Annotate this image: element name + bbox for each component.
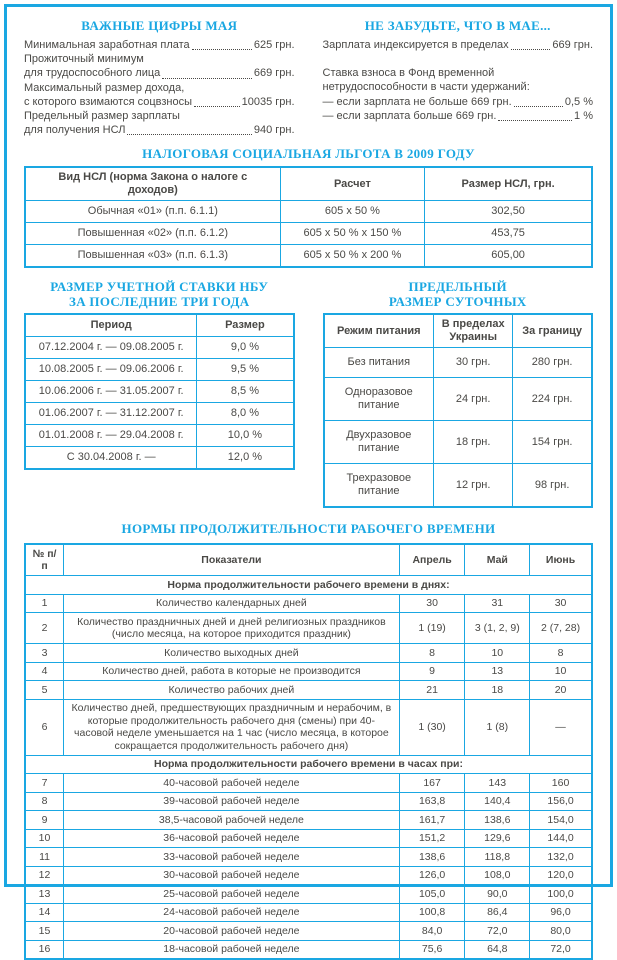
april-value: 1 (30) xyxy=(399,699,465,755)
work-time-title: НОРМЫ ПРОДОЛЖИТЕЛЬНОСТИ РАБОЧЕГО ВРЕМЕНИ xyxy=(121,521,496,537)
nsl-type: Повышенная «02» (п.п. 6.1.2) xyxy=(25,223,280,245)
table-header-row xyxy=(25,167,592,201)
indicator-label: 20-часовой рабочей неделе xyxy=(64,922,400,941)
row-number: 6 xyxy=(25,699,64,755)
title-line: ЗА ПОСЛЕДНИЕ ТРИ ГОДА xyxy=(69,294,250,310)
row-number: 7 xyxy=(25,774,64,793)
april-value: 163,8 xyxy=(399,792,465,811)
reminder-value: 1 % xyxy=(574,109,593,122)
dotted-leader xyxy=(194,106,240,107)
row-number: 5 xyxy=(25,681,64,700)
figure-line xyxy=(24,81,295,95)
indicator-label: 18-часовой рабочей неделе xyxy=(64,940,400,959)
reminders-title: НЕ ЗАБУДЬТЕ, ЧТО В МАЕ... xyxy=(364,18,551,33)
table-row xyxy=(25,662,592,681)
may-value: 1 (8) xyxy=(465,699,530,755)
dotted-leader xyxy=(162,78,252,79)
june-value: 96,0 xyxy=(530,903,592,922)
table-row xyxy=(25,201,592,223)
period: 10.08.2005 г. — 09.06.2006 г. xyxy=(25,359,197,381)
may-value: 138,6 xyxy=(465,811,530,830)
column-header: № п/п xyxy=(25,544,64,576)
row-number: 4 xyxy=(25,662,64,681)
indicator-label: 36-часовой рабочей неделе xyxy=(64,829,400,848)
tax-benefit-title: НАЛОГОВАЯ СОЦИАЛЬНАЯ ЛЬГОТА В 2009 ГОДУ xyxy=(142,146,475,162)
per-diem-section xyxy=(323,279,594,508)
june-value: — xyxy=(530,699,592,755)
june-value: 20 xyxy=(530,681,592,700)
dotted-leader xyxy=(511,49,551,50)
reminder-value: 669 грн. xyxy=(552,39,593,51)
may-value: 108,0 xyxy=(465,866,530,885)
period: 10.06.2006 г. — 31.05.2007 г. xyxy=(25,381,197,403)
may-value: 31 xyxy=(465,594,530,613)
title-line: РАЗМЕР УЧЕТНОЙ СТАВКИ НБУ xyxy=(50,279,269,295)
june-value: 154,0 xyxy=(530,811,592,830)
tax-benefit-table xyxy=(24,166,593,268)
nbu-rate-section xyxy=(24,279,295,508)
may-value: 64,8 xyxy=(465,940,530,959)
reminder-label: нетрудоспособности в части удержаний: xyxy=(322,81,530,94)
table-row xyxy=(25,903,592,922)
row-number: 2 xyxy=(25,613,64,644)
table-row xyxy=(25,922,592,941)
april-value: 151,2 xyxy=(399,829,465,848)
figure-value: 625 грн. xyxy=(253,39,295,51)
table-row xyxy=(25,337,294,359)
period: 01.06.2007 г. — 31.12.2007 г. xyxy=(25,403,197,425)
nsl-calc: 605 х 50 % х 200 % xyxy=(280,245,425,268)
table-row xyxy=(324,421,593,464)
table-row xyxy=(324,464,593,508)
may-value: 129,6 xyxy=(465,829,530,848)
figure-label: Максимальный размер дохода, xyxy=(24,81,185,94)
row-number: 16 xyxy=(25,940,64,959)
dotted-leader xyxy=(127,134,251,135)
april-value: 167 xyxy=(399,774,465,793)
june-value: 132,0 xyxy=(530,848,592,867)
reminder-label: Ставка взноса в Фонд временной xyxy=(322,67,495,80)
indicator-label: Количество рабочих дней xyxy=(64,681,400,700)
meal-mode: Одноразовое питание xyxy=(324,378,434,421)
may-value: 140,4 xyxy=(465,792,530,811)
table-row xyxy=(25,829,592,848)
indicator-label: 40-часовой рабочей неделе xyxy=(64,774,400,793)
column-header: Период xyxy=(25,314,197,337)
indicator-label: 38,5-часовой рабочей неделе xyxy=(64,811,400,830)
table-row xyxy=(25,848,592,867)
dotted-leader xyxy=(192,49,252,50)
reminder-label: — если зарплата больше 669 грн. xyxy=(322,109,497,122)
april-value: 105,0 xyxy=(399,885,465,904)
nsl-type: Обычная «01» (п.п. 6.1.1) xyxy=(25,201,280,223)
figure-value: 10035 грн. xyxy=(241,95,295,108)
table-row xyxy=(25,681,592,700)
figure-label: для получения НСЛ xyxy=(24,124,126,137)
rate: 8,5 % xyxy=(197,381,294,403)
reminder-line xyxy=(323,66,594,80)
rate: 10,0 % xyxy=(197,425,294,447)
table-row xyxy=(25,425,294,447)
meal-mode: Без питания xyxy=(324,348,434,378)
figure-line xyxy=(24,109,295,123)
section-row xyxy=(25,576,592,595)
table-row xyxy=(25,699,592,755)
per-diem-table xyxy=(323,313,594,508)
row-number: 8 xyxy=(25,792,64,811)
column-header: Расчет xyxy=(280,167,425,201)
april-value: 75,6 xyxy=(399,940,465,959)
rate: 9,5 % xyxy=(197,359,294,381)
column-header: Апрель xyxy=(399,544,465,576)
row-number: 15 xyxy=(25,922,64,941)
abroad-amount: 98 грн. xyxy=(513,464,592,508)
nsl-size: 453,75 xyxy=(425,223,592,245)
figure-line xyxy=(24,66,295,80)
indicator-label: Количество календарных дней xyxy=(64,594,400,613)
work-time-table xyxy=(24,543,593,960)
table-row xyxy=(25,447,294,470)
nsl-size: 302,50 xyxy=(425,201,592,223)
column-header: В пределах Украины xyxy=(434,314,513,348)
column-header: Размер xyxy=(197,314,294,337)
table-header-row xyxy=(25,544,592,576)
column-header: Вид НСЛ (норма Закона о налоге с доходов) xyxy=(25,167,280,201)
figure-label: Предельный размер зарплаты xyxy=(24,110,180,123)
june-value: 72,0 xyxy=(530,940,592,959)
column-header: Режим питания xyxy=(324,314,434,348)
reminder-line xyxy=(323,38,594,52)
reminder-line xyxy=(323,80,594,94)
row-number: 11 xyxy=(25,848,64,867)
rate: 8,0 % xyxy=(197,403,294,425)
row-number: 1 xyxy=(25,594,64,613)
table-row xyxy=(25,811,592,830)
top-block xyxy=(24,18,593,137)
table-header-row xyxy=(324,314,593,348)
indicator-label: 39-часовой рабочей неделе xyxy=(64,792,400,811)
june-value: 144,0 xyxy=(530,829,592,848)
row-number: 3 xyxy=(25,644,64,663)
title-line: РАЗМЕР СУТОЧНЫХ xyxy=(388,294,527,310)
indicator-label: Количество выходных дней xyxy=(64,644,400,663)
ukraine-amount: 24 грн. xyxy=(434,378,513,421)
table-row xyxy=(25,885,592,904)
nsl-type: Повышенная «03» (п.п. 6.1.3) xyxy=(25,245,280,268)
indicator-label: 25-часовой рабочей неделе xyxy=(64,885,400,904)
figure-line xyxy=(24,52,295,66)
row-number: 12 xyxy=(25,866,64,885)
row-number: 14 xyxy=(25,903,64,922)
may-value: 13 xyxy=(465,662,530,681)
reminder-label: Зарплата индексируется в пределах xyxy=(322,39,509,51)
may-value: 10 xyxy=(465,644,530,663)
reminders-section xyxy=(323,18,594,137)
dotted-leader xyxy=(514,106,563,107)
table-row xyxy=(25,774,592,793)
june-value: 80,0 xyxy=(530,922,592,941)
nsl-calc: 605 х 50 % xyxy=(280,201,425,223)
table-row xyxy=(324,378,593,421)
june-value: 160 xyxy=(530,774,592,793)
table-row xyxy=(25,644,592,663)
april-value: 84,0 xyxy=(399,922,465,941)
june-value: 30 xyxy=(530,594,592,613)
column-header: Размер НСЛ, грн. xyxy=(425,167,592,201)
june-value: 10 xyxy=(530,662,592,681)
april-value: 8 xyxy=(399,644,465,663)
meal-mode: Двухразовое питание xyxy=(324,421,434,464)
may-value: 72,0 xyxy=(465,922,530,941)
nbu-rate-title xyxy=(24,279,295,309)
ukraine-amount: 12 грн. xyxy=(434,464,513,508)
table-row xyxy=(25,381,294,403)
row-number: 10 xyxy=(25,829,64,848)
abroad-amount: 280 грн. xyxy=(513,348,592,378)
column-header: За границу xyxy=(513,314,592,348)
table-row xyxy=(25,245,592,268)
figure-line xyxy=(24,123,295,137)
april-value: 161,7 xyxy=(399,811,465,830)
table-row xyxy=(25,594,592,613)
table-row xyxy=(25,940,592,959)
column-header: Май xyxy=(465,544,530,576)
april-value: 21 xyxy=(399,681,465,700)
table-row xyxy=(25,866,592,885)
period: 01.01.2008 г. — 29.04.2008 г. xyxy=(25,425,197,447)
indicator-label: Количество праздничных дней и дней религиозных праздников (число месяца, на которое приходится праздник) xyxy=(64,613,400,644)
may-value: 3 (1, 2, 9) xyxy=(465,613,530,644)
indicator-label: Количество дней, работа в которые не производится xyxy=(64,662,400,681)
rate: 9,0 % xyxy=(197,337,294,359)
nsl-size: 605,00 xyxy=(425,245,592,268)
april-value: 1 (19) xyxy=(399,613,465,644)
figure-line xyxy=(24,38,295,52)
reminder-line xyxy=(323,95,594,109)
section-row xyxy=(25,755,592,774)
indicator-label: 33-часовой рабочей неделе xyxy=(64,848,400,867)
figure-label: Прожиточный минимум xyxy=(24,53,144,66)
figure-label: с которого взимаются соцвзносы xyxy=(24,95,193,108)
figure-value: 940 грн. xyxy=(253,124,295,137)
ukraine-amount: 30 грн. xyxy=(434,348,513,378)
june-value: 100,0 xyxy=(530,885,592,904)
reminder-value: 0,5 % xyxy=(564,95,593,108)
may-value: 118,8 xyxy=(465,848,530,867)
section-label: Норма продолжительности рабочего времени в часах при: xyxy=(25,755,592,774)
june-value: 120,0 xyxy=(530,866,592,885)
table-row xyxy=(25,613,592,644)
june-value: 156,0 xyxy=(530,792,592,811)
column-header: Июнь xyxy=(530,544,592,576)
row-number: 13 xyxy=(25,885,64,904)
april-value: 126,0 xyxy=(399,866,465,885)
important-figures-title: ВАЖНЫЕ ЦИФРЫ МАЯ xyxy=(81,18,238,33)
period: 07.12.2004 г. — 09.08.2005 г. xyxy=(25,337,197,359)
period: С 30.04.2008 г. — xyxy=(25,447,197,470)
abroad-amount: 154 грн. xyxy=(513,421,592,464)
dotted-leader xyxy=(498,120,572,121)
section-label: Норма продолжительности рабочего времени в днях: xyxy=(25,576,592,595)
row-number: 9 xyxy=(25,811,64,830)
table-row xyxy=(25,403,294,425)
table-row xyxy=(25,223,592,245)
indicator-label: 30-часовой рабочей неделе xyxy=(64,866,400,885)
abroad-amount: 224 грн. xyxy=(513,378,592,421)
nsl-calc: 605 х 50 % х 150 % xyxy=(280,223,425,245)
middle-block xyxy=(24,279,593,508)
reminder-label: — если зарплата не больше 669 грн. xyxy=(322,95,512,108)
column-header: Показатели xyxy=(64,544,400,576)
april-value: 138,6 xyxy=(399,848,465,867)
page-frame xyxy=(4,4,613,956)
figure-value: 669 грн. xyxy=(253,67,295,80)
may-value: 143 xyxy=(465,774,530,793)
table-row xyxy=(25,359,294,381)
figure-line xyxy=(24,95,295,109)
figure-label: для трудоспособного лица xyxy=(24,67,161,80)
april-value: 9 xyxy=(399,662,465,681)
may-value: 86,4 xyxy=(465,903,530,922)
reminder-line xyxy=(323,109,594,123)
april-value: 30 xyxy=(399,594,465,613)
may-value: 90,0 xyxy=(465,885,530,904)
indicator-label: 24-часовой рабочей неделе xyxy=(64,903,400,922)
may-value: 18 xyxy=(465,681,530,700)
important-figures-section xyxy=(24,18,295,137)
june-value: 2 (7, 28) xyxy=(530,613,592,644)
indicator-label: Количество дней, предшествующих праздничным и нерабочим, в которые продолжительность рабочего дня (смены) при 40-часовой неделе уменьшается на 1 час (число месяца, в которое сокращается продолжительность рабочего дня) xyxy=(64,699,400,755)
june-value: 8 xyxy=(530,644,592,663)
nbu-rate-table xyxy=(24,313,295,470)
per-diem-title xyxy=(323,279,594,309)
rate: 12,0 % xyxy=(197,447,294,470)
figure-label: Минимальная заработная плата xyxy=(24,39,190,51)
table-header-row xyxy=(25,314,294,337)
ukraine-amount: 18 грн. xyxy=(434,421,513,464)
table-row xyxy=(324,348,593,378)
title-line: ПРЕДЕЛЬНЫЙ xyxy=(408,279,507,295)
april-value: 100,8 xyxy=(399,903,465,922)
table-row xyxy=(25,792,592,811)
meal-mode: Трехразовое питание xyxy=(324,464,434,508)
